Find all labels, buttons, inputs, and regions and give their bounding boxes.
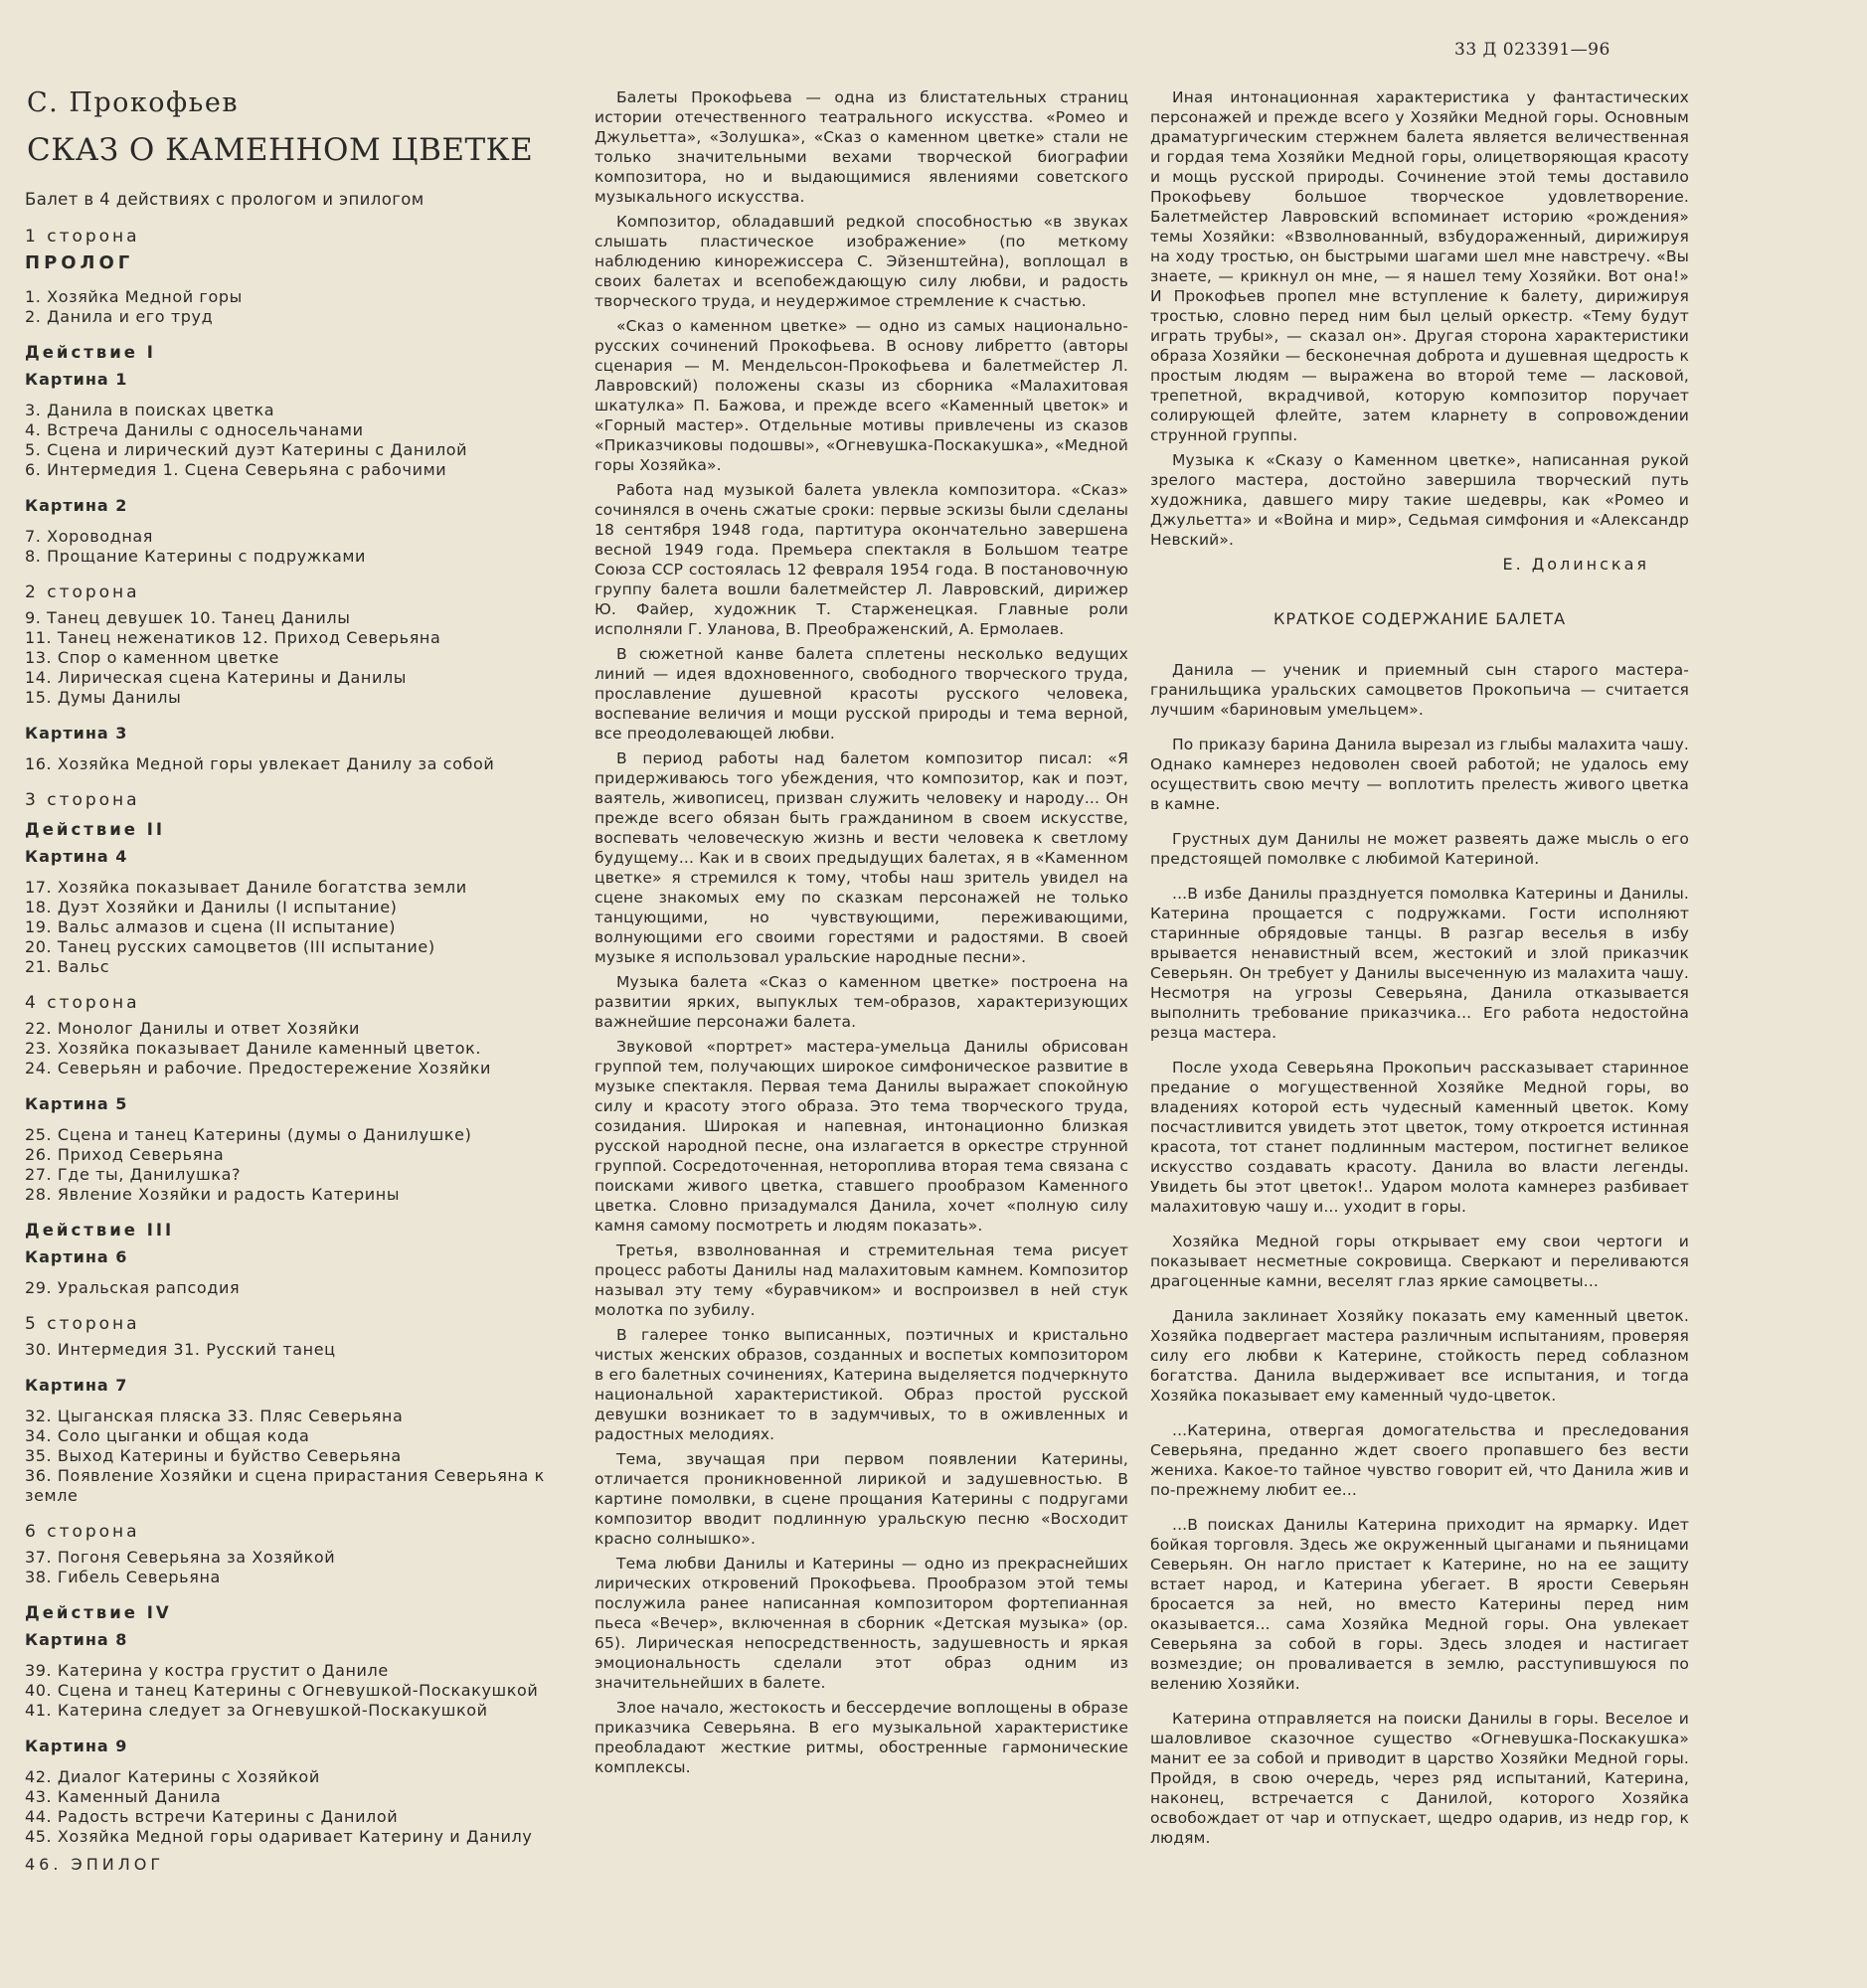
work-subtitle: Балет в 4 действиях с прологом и эпилогом: [25, 190, 424, 209]
paragraph: ...В поисках Данилы Катерина приходит на ярмарку. Идет бойкая торговля. Здесь же окруженный цыганами и пьяницами Северьян. Он нагло пристает к Катерине, но на ее защиту встает народ, и Катерина убегает. В ярости Северьян бросается за ней, но вместо Катерины перед ним оказывается... сама Хозяйка Медной горы. Она увлекает Северьяна за собой в горы. Здесь злодея и настигает возмездие; он проваливается в землю, расступившуюся по велению Хозяйки.: [1150, 1516, 1689, 1693]
paragraph: Тема любви Данилы и Катерины — одно из прекраснейших лирических откровений Прокофьева. Прообразом этой темы послужила ранее написанная композитором фортепианная пьеса «Вечер», включенная в сборник «Детская музыка» (ор. 65). Лирическая непосредственность, задушевность и яркая эмоциональность сделали этот образ одним из значительнейших в балете.: [594, 1555, 1128, 1692]
track-item: 19. Вальс алмазов и сцена (II испытание): [25, 917, 397, 936]
track-item: 22. Монолог Данилы и ответ Хозяйки: [25, 1019, 361, 1038]
track-group: [25, 1278, 567, 1298]
scene-heading: Картина 3: [25, 724, 128, 743]
paragraph: Музыка к «Сказу о Каменном цветке», написанная рукой зрелого мастера, достойно завершила творческий путь художника, давшего миру такие шедевры, как «Ромео и Джульетта» и «Война и мир», Седьмая симфония и «Александр Невский».: [1150, 451, 1689, 549]
article-author: Е. Долинская: [1502, 555, 1649, 574]
paragraph: Композитор, обладавший редкой способностью «в звуках слышать пластическое изображение» (по меткому наблюдению кинорежиссера С. Эйзенштейна), воплощал в своих балетах и всепобеждающую силу любви, и радость творческого труда, и неудержимое стремление к счастью.: [594, 213, 1128, 310]
track-group: [25, 1407, 567, 1506]
track-item: 21. Вальс: [25, 957, 110, 976]
side-heading: 1 сторона: [25, 227, 140, 247]
track-item: 25. Сцена и танец Катерины (думы о Данилушке): [25, 1125, 472, 1144]
paragraph: В сюжетной канве балета сплетены несколько ведущих линий — идея вдохновенного, свободного творческого труда, прославление душевной красоты русского человека, воспевание величия и мощи русской природы и тема верной, все преодолевающей любви.: [594, 645, 1128, 743]
track-item: 32. Цыганская пляска 33. Пляс Северьяна: [25, 1407, 404, 1425]
paragraph: Данила заклинает Хозяйку показать ему каменный цветок. Хозяйка подвергает мастера различным испытаниям, проверяя силу его любви к Катерине, стойкость перед соблазном богатства. Данила выдерживает все испытания, и тогда Хозяйка показывает ему каменный чудо-цветок.: [1150, 1307, 1689, 1405]
paragraph: Злое начало, жестокость и бессердечие воплощены в образе приказчика Северьяна. В его музыкальной характеристике преобладают жесткие ритмы, обостренные гармонические комплексы.: [594, 1699, 1128, 1776]
track-item: 17. Хозяйка показывает Даниле богатства земли: [25, 878, 467, 897]
track-item: 8. Прощание Катерины с подружками: [25, 547, 367, 566]
track-group: [25, 527, 567, 567]
act-heading: Действие II: [25, 820, 166, 839]
track-listing-column: [25, 87, 567, 1874]
side-heading: 4 сторона: [25, 993, 140, 1013]
track-group: [25, 1548, 567, 1587]
paragraph: ...Катерина, отвергая домогательства и преследования Северьяна, преданно ждет своего пропавшего без вести жениха. Какое-то тайное чувство говорит ей, что Данила жив и по-прежнему любит ее...: [1150, 1421, 1689, 1499]
track-item: 7. Хороводная: [25, 527, 154, 546]
track-item: 42. Диалог Катерины с Хозяйкой: [25, 1767, 320, 1786]
act-heading: Действие III: [25, 1221, 175, 1240]
epilogue-track: 46. ЭПИЛОГ: [25, 1855, 165, 1874]
track-item: 24. Северьян и рабочие. Предостережение Хозяйки: [25, 1059, 491, 1077]
paragraph: Катерина отправляется на поиски Данилы в горы. Веселое и шаловливое сказочное существо «Огневушка-Поскакушка» манит ее за собой и приводит в царство Хозяйки Медной горы. Пройдя, в свою очередь, через ряд испытаний, Катерина, наконец, встречается с Данилой, которого Хозяйка освобождает от чар и отпускает, щедро одарив, из недр гор, к людям.: [1150, 1710, 1689, 1847]
paragraph: Третья, взволнованная и стремительная тема рисует процесс работы Данилы над малахитовым камнем. Композитор называл эту тему «буравчиком» и воспроизвел в ней стук молотка по зубилу.: [594, 1242, 1128, 1319]
side-heading: 2 сторона: [25, 582, 140, 602]
prologue-heading: ПРОЛОГ: [25, 252, 134, 273]
paragraph: Тема, звучащая при первом появлении Катерины, отличается проникновенной лирикой и задушевностью. В картине помолвки, в сцене прощания Катерины с подругами композитор вводит подлинную уральскую песню «Восходит красно солнышко».: [594, 1450, 1128, 1548]
scene-heading: Картина 6: [25, 1247, 128, 1266]
track-item: 5. Сцена и лирический дуэт Катерины с Данилой: [25, 440, 468, 459]
track-item: 4. Встреча Данилы с односельчанами: [25, 420, 364, 439]
track-item: 20. Танец русских самоцветов (III испытание): [25, 937, 435, 956]
paragraph: В галерее тонко выписанных, поэтичных и кристально чистых женских образов, созданных и воспетых композитором в его балетных сочинениях, Катерина выделяется подчеркнуто национальной характеристикой. Образ простой русской девушки возникает то в задумчивых, то в оживленных и радостных мелодиях.: [594, 1326, 1128, 1443]
track-group: [25, 1019, 567, 1078]
track-item: 1. Хозяйка Медной горы: [25, 287, 243, 306]
paragraph: Музыка балета «Сказ о каменном цветке» построена на развитии ярких, выпуклых тем-образов, характеризующих важнейшие персонажи балета.: [594, 973, 1128, 1031]
track-item: 39. Катерина у костра грустит о Даниле: [25, 1661, 389, 1680]
article-column-2: [1150, 87, 1689, 1863]
side-heading: 6 сторона: [25, 1522, 140, 1542]
track-item: 38. Гибель Северьяна: [25, 1568, 221, 1586]
scene-heading: Картина 1: [25, 370, 128, 389]
track-item: 28. Явление Хозяйки и радость Катерины: [25, 1185, 401, 1204]
track-group: [25, 401, 567, 480]
paragraph: Иная интонационная характеристика у фантастических персонажей и прежде всего у Хозяйки Медной горы. Основным драматургическим стержнем балета является величественная и гордая тема Хозяйки Медной горы, олицетворяющая красоту и мощь русской природы. Сочинение этой темы доставило Прокофьеву большое творческое удовлетворение. Балетмейстер Лавровский вспоминает историю «рождения» темы Хозяйки: «Взволнованный, взбудораженный, дирижируя на ходу тростью, он быстрыми шагами шел мне навстречу. «Вы знаете, — крикнул он мне, — я нашел тему Хозяйки. Вот она!» И Прокофьев пропел мне вступление к балету, дирижируя тростью, словно перед ним был целый оркестр. «Тему будут играть трубы», — сказал он». Другая сторона характеристики образа Хозяйки — бесконечная доброта и душевная щедрость к простым людям — выражена во второй теме — ласковой, трепетной, вкрадчивой, которую композитор поручает солирующей флейте, затем кларнету в сопровождении струнной группы.: [1150, 88, 1689, 444]
paragraph: Балеты Прокофьева — одна из блистательных страниц истории отечественного театрального искусства. «Ромео и Джульетта», «Золушка», «Сказ о каменном цветке» стали не только значительными вехами творческой биографии композитора, но и выдающимися явлениями советского музыкального искусства.: [594, 88, 1128, 206]
track-item: 14. Лирическая сцена Катерины и Данилы: [25, 668, 408, 687]
track-item: 40. Сцена и танец Катерины с Огневушкой-Поскакушкой: [25, 1681, 539, 1700]
track-group: [25, 1767, 567, 1847]
track-item: 26. Приход Северьяна: [25, 1145, 225, 1164]
work-title: СКАЗ О КАМЕННОМ ЦВЕТКЕ: [27, 132, 534, 168]
track-item: 27. Где ты, Данилушка?: [25, 1165, 242, 1184]
scene-heading: Картина 8: [25, 1630, 128, 1649]
track-item: 37. Погоня Северьяна за Хозяйкой: [25, 1548, 336, 1567]
catalog-number: 33 Д 023391—96: [1454, 40, 1611, 60]
paragraph: Работа над музыкой балета увлекла композитора. «Сказ» сочинялся в очень сжатые сроки: первые эскизы были сделаны 18 сентября 1948 года, партитура окончательно завершена весной 1949 года. Премьера спектакля в Большом театре Союза ССР состоялась 12 февраля 1954 года. В постановочную группу балета вошли балетмейстер Л. Лавровский, дирижер Ю. Файер, художник Т. Старженецкая. Главные роли исполняли Г. Уланова, В. Преображенский, А. Ермолаев.: [594, 481, 1128, 638]
track-item: 15. Думы Данилы: [25, 688, 182, 707]
track-item: 2. Данила и его труд: [25, 307, 214, 326]
track-group: [25, 287, 567, 327]
paragraph: Звуковой «портрет» мастера-умельца Данилы обрисован группой тем, получающих широкое симфоническое развитие в музыке спектакля. Первая тема Данилы выражает спокойную силу и красоту этого образа. Это тема творческого труда, созидания. Широкая и напевная, интонационно близкая русской народной песне, она излагается в оркестре струнной группой. Сосредоточенная, нетороплива вторая тема связана с поисками живого цветка, ставшего прообразом Каменного цветка. Словно призадумался Данила, хочет «полную силу камня самому посмотреть и людям показать».: [594, 1038, 1128, 1235]
paragraph: В период работы над балетом композитор писал: «Я придерживаюсь того убеждения, что композитор, как и поэт, ваятель, живописец, призван служить человеку и народу... Он прежде всего обязан быть гражданином в своем искусстве, воспевать человеческую жизнь и вести человека к светлому будущему... Как и в своих предыдущих балетах, я в «Каменном цветке» я стремился к тому, чтобы наш зритель увидел на сцене знакомых ему по сказкам персонажей не только танцующими, но чувствующими, переживающими, волнующими его своими горестями и радостями. В своей музыке я использовал уральские народные песни».: [594, 749, 1128, 966]
article-column-1: [594, 87, 1128, 1782]
track-item: 23. Хозяйка показывает Даниле каменный цветок.: [25, 1039, 482, 1058]
track-item: 11. Танец неженатиков 12. Приход Северьяна: [25, 628, 441, 647]
track-group: [25, 1340, 567, 1360]
track-item: 6. Интермедия 1. Сцена Северьяна с рабочими: [25, 460, 447, 479]
track-group: [25, 754, 567, 774]
paragraph: Хозяйка Медной горы открывает ему свои чертоги и показывает несметные сокровища. Сверкают и переливаются драгоценные камни, веселят глаз яркие самоцветы...: [1150, 1233, 1689, 1290]
track-group: [25, 1125, 567, 1205]
scene-heading: Картина 4: [25, 847, 128, 866]
track-item: 45. Хозяйка Медной горы одаривает Катерину и Данилу: [25, 1827, 533, 1846]
paragraph: По приказу барина Данила вырезал из глыбы малахита чашу. Однако камнерез недоволен своей работой; не удалось ему осуществить свою мечту — воплотить прелесть живого цветка в камне.: [1150, 736, 1689, 813]
scene-heading: Картина 2: [25, 496, 128, 515]
paragraph: «Сказ о каменном цветке» — одно из самых национально-русских сочинений Прокофьева. В основу либретто (авторы сценария — М. Мендельсон-Прокофьева и балетмейстер Л. Лавровский) положены сказы из сборника «Малахитовая шкатулка» П. Бажова, и прежде всего «Каменный цветок» и «Горный мастер». Отдельные мотивы привлечены из сказов «Приказчиковы подошвы», «Огневушка-Поскакушка», «Медной горы Хозяйка».: [594, 317, 1128, 474]
scene-heading: Картина 5: [25, 1094, 128, 1113]
summary-heading: КРАТКОЕ СОДЕРЖАНИЕ БАЛЕТА: [1273, 609, 1567, 628]
track-group: [25, 878, 567, 977]
track-item: 41. Катерина следует за Огневушкой-Поскакушкой: [25, 1701, 488, 1720]
side-heading: 3 сторона: [25, 790, 140, 810]
scene-heading: Картина 9: [25, 1737, 128, 1755]
track-item: 43. Каменный Данила: [25, 1787, 222, 1806]
track-item: 30. Интермедия 31. Русский танец: [25, 1340, 336, 1359]
paragraph: Грустных дум Данилы не может развеять даже мысль о его предстоящей помолвке с любимой Катериной.: [1150, 830, 1689, 868]
synopsis-text: [1150, 660, 1689, 1848]
track-item: 29. Уральская рапсодия: [25, 1278, 241, 1297]
paragraph: После ухода Северьяна Прокопьич рассказывает старинное предание о могущественной Хозяйке Медной горы, во владениях которой есть чудесный каменный цветок. Кому посчастливится увидеть этот цветок, тому откроется истинная красота, тот станет подлинным мастером, постигнет великое искусство создавать красоту. Данила во власти легенды. Увидеть бы этот цветок!.. Ударом молота камнерез разбивает малахитовую чашу и... уходит в горы.: [1150, 1059, 1689, 1216]
act-heading: Действие IV: [25, 1603, 172, 1622]
track-item: 34. Соло цыганки и общая кода: [25, 1426, 310, 1445]
track-item: 16. Хозяйка Медной горы увлекает Данилу за собой: [25, 754, 495, 773]
paragraph: Данила — ученик и приемный сын старого мастера-гранильщика уральских самоцветов Прокопьича — считается лучшим «бариновым умельцем».: [1150, 661, 1689, 719]
track-item: 9. Танец девушек 10. Танец Данилы: [25, 608, 351, 627]
track-group: [25, 608, 567, 708]
scene-heading: Картина 7: [25, 1376, 128, 1395]
composer-name: С. Прокофьев: [27, 87, 240, 118]
side-heading: 5 сторона: [25, 1314, 140, 1334]
track-item: 13. Спор о каменном цветке: [25, 648, 279, 667]
track-item: 35. Выход Катерины и буйство Северьяна: [25, 1446, 402, 1465]
track-item: 36. Появление Хозяйки и сцена прирастания Северьяна к земле: [25, 1466, 545, 1505]
article-continuation: [1150, 87, 1689, 550]
paragraph: ...В избе Данилы празднуется помолвка Катерины и Данилы. Катерина прощается с подружками. Гости исполняют старинные обрядовые танцы. В разгар веселья в избу врывается ненавистный всем, жестокий и злой приказчик Северьян. Он требует у Данилы высеченную из малахита чашу. Несмотря на угрозы Северьяна, Данила отказывается выполнить требование приказчика... Его работа недостойна резца мастера.: [1150, 885, 1689, 1042]
track-item: 3. Данила в поисках цветка: [25, 401, 275, 419]
track-item: 18. Дуэт Хозяйки и Данилы (I испытание): [25, 898, 398, 916]
track-item: 44. Радость встречи Катерины с Данилой: [25, 1807, 399, 1826]
track-group: [25, 1661, 567, 1721]
act-heading: Действие I: [25, 343, 156, 362]
